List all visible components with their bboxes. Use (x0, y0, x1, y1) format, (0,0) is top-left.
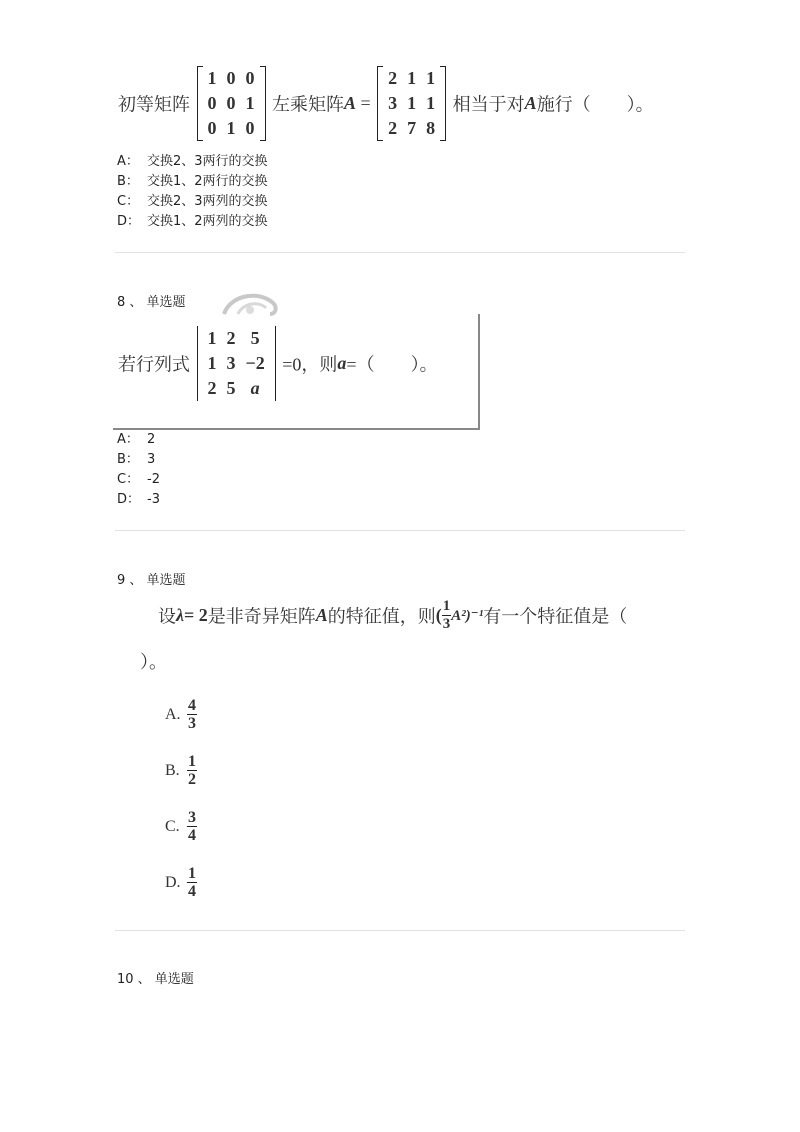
q8-option-a[interactable] (117, 430, 155, 450)
choice-fraction (187, 697, 197, 732)
q9-choice-b[interactable] (165, 753, 197, 788)
divider (115, 252, 685, 253)
matrix-cell: 1 (426, 68, 436, 88)
q9-choice-c[interactable] (165, 809, 197, 844)
fraction-denominator: 3 (442, 616, 451, 632)
q9-lambda: λ (176, 605, 184, 625)
det-cell: 5 (226, 378, 236, 398)
choice-fraction (187, 809, 197, 844)
choice-label: D. (165, 873, 181, 891)
q10-header: 10 、 单选题 (117, 972, 194, 987)
q7-equals: = (360, 93, 371, 113)
det-cell: 2 (207, 378, 217, 398)
q7-var-a: A (344, 93, 357, 113)
q7-option-c[interactable] (117, 192, 268, 212)
option-key: A： (117, 432, 139, 447)
det-cell: −2 (245, 353, 265, 373)
matrix-cell: 0 (207, 118, 217, 138)
option-text: -3 (147, 492, 160, 507)
q9-stem3: 的特征值，则 (327, 606, 436, 627)
matrix-cell: 0 (245, 68, 255, 88)
fraction-numerator: 3 (188, 809, 196, 826)
option-text: 交换2、3两行的交换 (147, 154, 268, 169)
det-cell: 1 (207, 353, 217, 373)
q8-stem (118, 326, 438, 401)
q8-stem-eq: =0，则 (282, 354, 338, 375)
q7-stem-mid: 左乘矩阵 (272, 94, 344, 115)
det-cell: 5 (250, 328, 260, 348)
matrix-cell: 3 (388, 93, 398, 113)
q8-determinant (197, 326, 276, 401)
q9-expr-fraction (442, 598, 452, 633)
matrix-cell: 1 (426, 93, 436, 113)
fraction-denominator: 2 (188, 771, 196, 788)
choice-fraction (187, 753, 197, 788)
option-text: 交换2、3两列的交换 (147, 194, 268, 209)
choice-fraction (187, 865, 197, 900)
option-key: D： (117, 492, 141, 507)
q8-header: 8 、 单选题 (117, 295, 186, 310)
q7-option-d[interactable] (117, 212, 268, 232)
q8-option-c[interactable] (117, 470, 160, 490)
matrix-cell: 0 (245, 118, 255, 138)
q9-var-a: A (315, 605, 328, 625)
option-text: 交换1、2两行的交换 (147, 174, 268, 189)
q7-stem (118, 66, 654, 141)
q7-stem-post1: 相当于对 (452, 94, 525, 115)
choice-label: A. (165, 705, 181, 723)
q7-matrix-a (377, 66, 446, 141)
matrix-cell: 1 (226, 118, 236, 138)
fraction-denominator: 3 (188, 715, 196, 732)
q7-stem-pre: 初等矩阵 (118, 94, 190, 115)
fraction-denominator: 4 (188, 827, 196, 844)
fraction-numerator: 1 (188, 753, 196, 770)
option-key: A： (117, 154, 139, 169)
q7-var-a2: A (524, 93, 537, 113)
q9-choice-d[interactable] (165, 865, 197, 900)
fraction-numerator: 4 (188, 697, 196, 714)
q9-stem2: 是非奇异矩阵 (207, 606, 316, 627)
matrix-cell: 8 (426, 118, 436, 138)
q7-option-b[interactable] (117, 172, 268, 192)
choice-label: C. (165, 817, 180, 835)
q9-stem1: 设 (158, 606, 176, 627)
q8-stem-pre: 若行列式 (118, 354, 190, 375)
q9-stem (158, 598, 627, 633)
matrix-cell: 7 (407, 118, 417, 138)
matrix-cell: 0 (226, 68, 236, 88)
q9-expr-open: ( (435, 605, 442, 625)
matrix-cell: 1 (245, 93, 255, 113)
q8-var-a: a (337, 353, 347, 373)
det-cell: a (250, 378, 260, 398)
option-text: -2 (147, 472, 160, 487)
q9-eq: = 2 (184, 605, 208, 625)
option-key: B： (117, 452, 139, 467)
matrix-cell: 2 (388, 68, 398, 88)
fraction-numerator: 1 (188, 865, 196, 882)
q9-header: 9 、 单选题 (117, 573, 186, 588)
q7-stem-post2: 施行（ ）。 (536, 94, 654, 115)
det-cell: 2 (226, 328, 236, 348)
q9-stem-line2: ）。 (140, 652, 167, 672)
option-text: 2 (147, 432, 156, 447)
q7-option-a[interactable] (117, 152, 268, 172)
q9-stem4: 有一个特征值是（ (483, 606, 628, 627)
matrix-cell: 1 (407, 93, 417, 113)
option-text: 交换1、2两列的交换 (147, 214, 268, 229)
option-text: 3 (147, 452, 156, 467)
matrix-cell: 0 (207, 93, 217, 113)
det-cell: 3 (226, 353, 236, 373)
q9-choice-a[interactable] (165, 697, 197, 732)
q7-elementary-matrix (197, 66, 266, 141)
option-key: D： (117, 214, 141, 229)
fraction-denominator: 4 (188, 883, 196, 900)
q9-expr-mid: A²)⁻¹ (451, 608, 484, 624)
matrix-cell: 1 (207, 68, 217, 88)
divider (115, 530, 685, 531)
q8-stem-post: =（ ）。 (346, 354, 438, 375)
q8-option-b[interactable] (117, 450, 155, 470)
divider (115, 930, 685, 931)
option-key: C： (117, 472, 140, 487)
matrix-cell: 2 (388, 118, 398, 138)
q8-option-d[interactable] (117, 490, 160, 510)
fraction-numerator: 1 (442, 598, 451, 614)
option-key: C： (117, 194, 140, 209)
choice-label: B. (165, 761, 180, 779)
matrix-cell: 0 (226, 93, 236, 113)
det-cell: 1 (207, 328, 217, 348)
option-key: B： (117, 174, 139, 189)
matrix-cell: 1 (407, 68, 417, 88)
